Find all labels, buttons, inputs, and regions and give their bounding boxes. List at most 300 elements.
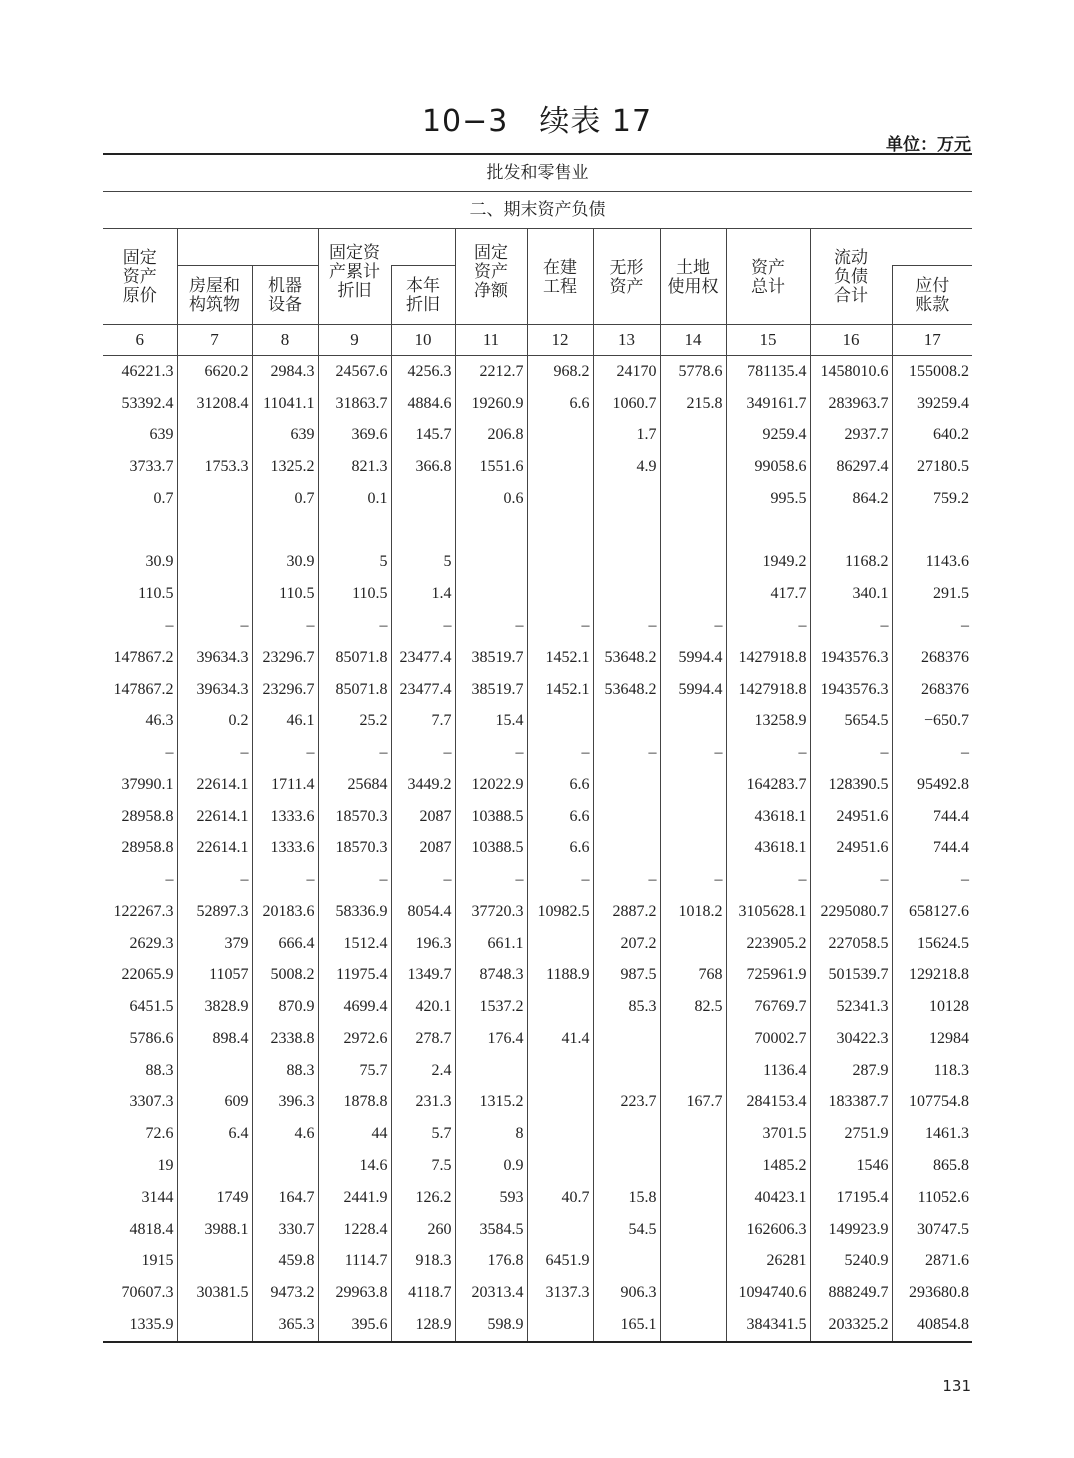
table-row	[103, 356, 972, 388]
table-cell: –	[810, 737, 892, 769]
table-cell	[527, 547, 593, 579]
table-cell: 223905.2	[726, 928, 810, 960]
table-cell: 369.6	[318, 420, 391, 452]
table-cell: –	[726, 610, 810, 642]
table-cell: 149923.9	[810, 1214, 892, 1246]
table-cell: 5	[318, 547, 391, 579]
table-cell: 2338.8	[252, 1023, 318, 1055]
table-cell: –	[810, 610, 892, 642]
table-cell: 5008.2	[252, 960, 318, 992]
table-cell: 2937.7	[810, 420, 892, 452]
table-cell: 1427918.8	[726, 674, 810, 706]
table-cell: 9259.4	[726, 420, 810, 452]
table-cell	[527, 1309, 593, 1342]
table-cell: –	[527, 864, 593, 896]
table-cell	[177, 515, 252, 547]
table-cell: 2984.3	[252, 356, 318, 388]
table-cell	[593, 1118, 660, 1150]
table-cell: 1018.2	[660, 896, 726, 928]
table-cell: 30.9	[252, 547, 318, 579]
header-accounts-payable: 应付 账款	[892, 266, 972, 325]
table-cell: –	[252, 737, 318, 769]
table-cell: –	[810, 864, 892, 896]
table-cell: –	[660, 864, 726, 896]
table-cell: 85.3	[593, 991, 660, 1023]
table-cell: 46.3	[145, 712, 174, 730]
table-cell: 39259.4	[892, 388, 972, 420]
table-cell: 1512.4	[318, 928, 391, 960]
table-cell	[660, 1214, 726, 1246]
table-cell: 12022.9	[455, 769, 527, 801]
table-cell: 95492.8	[892, 769, 972, 801]
header-current-liabilities: 流动 负债 合计	[810, 229, 892, 325]
table-cell: 384341.5	[726, 1309, 810, 1342]
table-cell: 1325.2	[252, 451, 318, 483]
table-cell: 6451.9	[527, 1245, 593, 1277]
table-row	[103, 1182, 972, 1214]
table-cell: –	[177, 610, 252, 642]
table-row	[103, 547, 972, 579]
table-cell: 23296.7	[252, 642, 318, 674]
table-cell: 1060.7	[593, 388, 660, 420]
header-accumulated-depreciation: 固定资 产累计 折旧	[318, 229, 391, 325]
table-cell	[660, 547, 726, 579]
table-cell	[527, 1214, 593, 1246]
table-cell	[593, 1023, 660, 1055]
table-cell: 1461.3	[892, 1118, 972, 1150]
table-cell: 128.9	[391, 1309, 455, 1342]
table-cell: 639	[149, 426, 174, 444]
table-cell: –	[391, 737, 455, 769]
table-cell: 85071.8	[318, 642, 391, 674]
table-cell: 2751.9	[810, 1118, 892, 1150]
table-cell: 5654.5	[810, 705, 892, 737]
table-cell: –	[177, 737, 252, 769]
table-cell: 1427918.8	[726, 642, 810, 674]
table-cell: 203325.2	[810, 1309, 892, 1342]
table-cell	[455, 1055, 527, 1087]
table-cell: –	[318, 610, 391, 642]
table-cell: 4884.6	[391, 388, 455, 420]
table-cell: 1.7	[593, 420, 660, 452]
table-cell: 27180.5	[892, 451, 972, 483]
table-cell: 15.4	[455, 705, 527, 737]
column-number: 11	[455, 325, 527, 356]
table-cell: 207.2	[593, 928, 660, 960]
table-cell: 1168.2	[810, 547, 892, 579]
table-cell: 3701.5	[726, 1118, 810, 1150]
table-cell	[527, 991, 593, 1023]
table-cell: 906.3	[593, 1277, 660, 1309]
table-cell	[660, 578, 726, 610]
table-cell: 38519.7	[455, 642, 527, 674]
table-cell: 52341.3	[810, 991, 892, 1023]
table-cell	[660, 483, 726, 515]
table-cell	[660, 1245, 726, 1277]
table-cell: 268376	[892, 642, 972, 674]
table-cell	[177, 1150, 252, 1182]
table-cell: 3307.3	[129, 1093, 174, 1111]
table-cell: 5994.4	[660, 642, 726, 674]
table-cell	[660, 1182, 726, 1214]
table-cell: 1114.7	[318, 1245, 391, 1277]
table-cell: 40.7	[527, 1182, 593, 1214]
table-cell: 2629.3	[129, 934, 174, 952]
table-cell	[527, 1055, 593, 1087]
table-cell: 18570.3	[318, 801, 391, 833]
table-cell: 88.3	[145, 1061, 174, 1079]
table-cell: 10128	[892, 991, 972, 1023]
table-cell	[177, 1309, 252, 1342]
table-cell: 3105628.1	[726, 896, 810, 928]
table-cell	[660, 1023, 726, 1055]
table-cell: 19	[157, 1157, 174, 1175]
table-cell: 23477.4	[391, 674, 455, 706]
table-cell: 1452.1	[527, 642, 593, 674]
table-cell: 11052.6	[892, 1182, 972, 1214]
table-body	[103, 356, 972, 1342]
table-cell: 10982.5	[527, 896, 593, 928]
table-cell: 165.1	[593, 1309, 660, 1342]
table-cell: 781135.4	[726, 356, 810, 388]
data-table	[103, 229, 972, 1343]
table-cell	[660, 515, 726, 547]
table-cell: 147867.2	[113, 680, 174, 698]
table-cell	[892, 515, 972, 547]
table-cell	[455, 578, 527, 610]
table-cell: –	[660, 610, 726, 642]
table-cell: 1537.2	[455, 991, 527, 1023]
unit-label: 单位：万元	[886, 135, 971, 155]
table-cell: 1949.2	[726, 547, 810, 579]
header-buildings: 房屋和 构筑物	[177, 266, 252, 325]
table-cell	[527, 420, 593, 452]
table-cell: 37720.3	[455, 896, 527, 928]
table-cell: 40854.8	[892, 1309, 972, 1342]
table-cell	[391, 483, 455, 515]
table-cell: 987.5	[593, 960, 660, 992]
column-number: 12	[527, 325, 593, 356]
table-row	[103, 483, 972, 515]
table-cell: 58336.9	[318, 896, 391, 928]
table-cell: 38519.7	[455, 674, 527, 706]
table-cell: 176.4	[455, 1023, 527, 1055]
table-cell: 8	[455, 1118, 527, 1150]
column-number: 7	[177, 325, 252, 356]
table-cell: 0.2	[177, 705, 252, 737]
table-cell: 1333.6	[252, 832, 318, 864]
table-cell: 888249.7	[810, 1277, 892, 1309]
table-cell	[660, 451, 726, 483]
table-cell: –	[527, 610, 593, 642]
table-cell: 19260.9	[455, 388, 527, 420]
table-cell: 0.6	[455, 483, 527, 515]
column-number: 17	[892, 325, 972, 356]
table-cell: 183387.7	[810, 1087, 892, 1119]
table-cell: 293680.8	[892, 1277, 972, 1309]
table-cell	[726, 515, 810, 547]
table-cell: 20183.6	[252, 896, 318, 928]
table-cell: 870.9	[252, 991, 318, 1023]
table-cell: 3828.9	[177, 991, 252, 1023]
table-cell: 53392.4	[121, 394, 174, 412]
table-cell: –	[391, 864, 455, 896]
table-cell: 43618.1	[726, 832, 810, 864]
table-cell: 82.5	[660, 991, 726, 1023]
table-cell: 30422.3	[810, 1023, 892, 1055]
table-cell: 340.1	[810, 578, 892, 610]
table-row	[103, 1023, 972, 1055]
table-cell: 23296.7	[252, 674, 318, 706]
table-cell: 268376	[892, 674, 972, 706]
table-cell: 11975.4	[318, 960, 391, 992]
table-cell: 126.2	[391, 1182, 455, 1214]
table-cell: 76769.7	[726, 991, 810, 1023]
table-cell: 661.1	[455, 928, 527, 960]
table-cell	[252, 515, 318, 547]
table-cell: 75.7	[318, 1055, 391, 1087]
table-cell	[660, 1055, 726, 1087]
table-cell: 25.2	[318, 705, 391, 737]
table-cell	[660, 928, 726, 960]
table-cell: 18570.3	[318, 832, 391, 864]
table-cell	[660, 801, 726, 833]
header-intangible: 无形 资产	[593, 229, 660, 325]
table-cell: –	[318, 864, 391, 896]
table-cell: 85071.8	[318, 674, 391, 706]
table-cell: 666.4	[252, 928, 318, 960]
table-cell: 30381.5	[177, 1277, 252, 1309]
table-cell: 658127.6	[892, 896, 972, 928]
table-cell: –	[593, 610, 660, 642]
table-cell	[527, 515, 593, 547]
table-cell: 52897.3	[177, 896, 252, 928]
table-cell: 459.8	[252, 1245, 318, 1277]
table-row	[103, 578, 972, 610]
table-cell: 5786.6	[129, 1029, 174, 1047]
table-cell: –	[726, 864, 810, 896]
table-cell	[593, 547, 660, 579]
table-cell: 2972.6	[318, 1023, 391, 1055]
section-title: 二、期末资产负债	[103, 192, 972, 229]
table-cell: 110.5	[138, 585, 174, 603]
table-cell: 5	[391, 547, 455, 579]
table-cell	[660, 1150, 726, 1182]
table-cell: 417.7	[726, 578, 810, 610]
table-cell: 2.4	[391, 1055, 455, 1087]
table-cell: 1915	[141, 1252, 174, 1270]
table-cell	[177, 1055, 252, 1087]
table-cell: 227058.5	[810, 928, 892, 960]
table-cell: 744.4	[892, 832, 972, 864]
table-cell: 53648.2	[593, 674, 660, 706]
table-cell: 1335.9	[103, 1309, 177, 1342]
header-machinery: 机器 设备	[252, 266, 318, 325]
table-cell: –	[726, 737, 810, 769]
table-cell: 164.7	[252, 1182, 318, 1214]
table-cell	[527, 1087, 593, 1119]
table-cell: 1333.6	[252, 801, 318, 833]
table-cell: 744.4	[892, 801, 972, 833]
table-cell: 9473.2	[252, 1277, 318, 1309]
table-cell: 128390.5	[810, 769, 892, 801]
table-cell: 968.2	[527, 356, 593, 388]
table-cell	[318, 515, 391, 547]
table-cell	[593, 483, 660, 515]
table-cell: 10388.5	[455, 832, 527, 864]
table-cell: 99058.6	[726, 451, 810, 483]
table-cell: 107754.8	[892, 1087, 972, 1119]
table-cell	[177, 547, 252, 579]
table-cell: –	[660, 737, 726, 769]
table-cell	[177, 578, 252, 610]
table-cell: 12984	[892, 1023, 972, 1055]
table-cell: 17195.4	[810, 1182, 892, 1214]
table-cell: 11041.1	[252, 388, 318, 420]
header-fixed-asset-original: 固定 资产 原价	[103, 229, 177, 325]
table-cell: 46221.3	[121, 362, 174, 380]
table-cell: 223.7	[593, 1087, 660, 1119]
table-cell: 1546	[810, 1150, 892, 1182]
table-row	[103, 610, 972, 642]
table-cell: 30.9	[145, 553, 174, 571]
table-row	[103, 864, 972, 896]
table-cell: 501539.7	[810, 960, 892, 992]
table-cell: 4256.3	[391, 356, 455, 388]
table-cell	[660, 1277, 726, 1309]
table-cell: 1315.2	[455, 1087, 527, 1119]
industry-title: 批发和零售业	[103, 155, 972, 192]
table-cell: 28958.8	[121, 839, 174, 857]
table-cell: –	[165, 617, 174, 634]
table-cell	[527, 705, 593, 737]
table-row	[103, 451, 972, 483]
table-cell: 1485.2	[726, 1150, 810, 1182]
table-cell: 593	[455, 1182, 527, 1214]
table-cell: 1188.9	[527, 960, 593, 992]
table-cell: 3449.2	[391, 769, 455, 801]
table-cell: –	[455, 864, 527, 896]
table-cell: 15.8	[593, 1182, 660, 1214]
table-cell: 420.1	[391, 991, 455, 1023]
table-cell: 1349.7	[391, 960, 455, 992]
table-cell: –	[892, 864, 972, 896]
table-cell: 28958.8	[121, 807, 174, 825]
table-cell: 3137.3	[527, 1277, 593, 1309]
table-cell: 164283.7	[726, 769, 810, 801]
table-row	[103, 1245, 972, 1277]
table-row	[103, 1214, 972, 1246]
data-table-container	[103, 153, 972, 1343]
table-cell: 6.6	[527, 832, 593, 864]
table-cell: 2087	[391, 801, 455, 833]
table-cell	[593, 1055, 660, 1087]
table-cell: 44	[318, 1118, 391, 1150]
table-cell: 110.5	[252, 578, 318, 610]
table-cell: 54.5	[593, 1214, 660, 1246]
table-row	[103, 960, 972, 992]
table-cell: 145.7	[391, 420, 455, 452]
table-cell: 640.2	[892, 420, 972, 452]
column-number: 8	[252, 325, 318, 356]
table-cell: 46.1	[252, 705, 318, 737]
table-cell: 3144	[141, 1188, 174, 1206]
table-cell: 6.6	[527, 769, 593, 801]
table-cell: –	[252, 864, 318, 896]
table-cell: 22614.1	[177, 769, 252, 801]
table-cell	[593, 515, 660, 547]
table-cell	[252, 1150, 318, 1182]
table-cell: 2212.7	[455, 356, 527, 388]
table-cell: 43618.1	[726, 801, 810, 833]
table-cell: 215.8	[660, 388, 726, 420]
table-row	[103, 1309, 972, 1342]
table-cell: 278.7	[391, 1023, 455, 1055]
table-cell: 70002.7	[726, 1023, 810, 1055]
table-cell: 6620.2	[177, 356, 252, 388]
column-number: 10	[391, 325, 455, 356]
table-cell: 5778.6	[660, 356, 726, 388]
table-cell: 2871.6	[892, 1245, 972, 1277]
table-cell	[455, 515, 527, 547]
table-cell: 2887.2	[593, 896, 660, 928]
column-number: 16	[810, 325, 892, 356]
table-cell: 147867.2	[113, 648, 174, 666]
header-blank-group	[892, 229, 972, 266]
table-cell: 1452.1	[527, 674, 593, 706]
table-cell: 31863.7	[318, 388, 391, 420]
table-cell: 39634.3	[177, 642, 252, 674]
table-cell: –	[177, 864, 252, 896]
table-cell: 14.6	[318, 1150, 391, 1182]
table-cell: 3733.7	[129, 458, 174, 476]
table-cell: –	[593, 737, 660, 769]
table-cell: 176.8	[455, 1245, 527, 1277]
column-number-row	[103, 325, 972, 356]
table-cell: 15624.5	[892, 928, 972, 960]
table-cell: 639	[252, 420, 318, 452]
table-cell: 609	[177, 1087, 252, 1119]
table-cell: 349161.7	[726, 388, 810, 420]
table-cell: 995.5	[726, 483, 810, 515]
table-cell: 6451.5	[129, 998, 174, 1016]
table-cell: 22614.1	[177, 801, 252, 833]
page-number: 131	[942, 1377, 971, 1395]
table-cell: 24170	[593, 356, 660, 388]
table-cell	[660, 832, 726, 864]
column-number: 15	[726, 325, 810, 356]
table-row	[103, 737, 972, 769]
table-cell: 768	[660, 960, 726, 992]
table-cell: –	[892, 737, 972, 769]
table-cell: 6.4	[177, 1118, 252, 1150]
table-cell: 287.9	[810, 1055, 892, 1087]
table-row	[103, 896, 972, 928]
table-cell: 8748.3	[455, 960, 527, 992]
header-construction: 在建 工程	[527, 229, 593, 325]
table-cell: 918.3	[391, 1245, 455, 1277]
table-cell	[660, 1309, 726, 1342]
table-cell: 4.6	[252, 1118, 318, 1150]
table-cell: –	[318, 737, 391, 769]
table-cell: 0.9	[455, 1150, 527, 1182]
table-cell	[593, 769, 660, 801]
table-cell: 4.9	[593, 451, 660, 483]
table-cell: 39634.3	[177, 674, 252, 706]
table-cell: 379	[177, 928, 252, 960]
table-cell: 30747.5	[892, 1214, 972, 1246]
table-cell: 1753.3	[177, 451, 252, 483]
